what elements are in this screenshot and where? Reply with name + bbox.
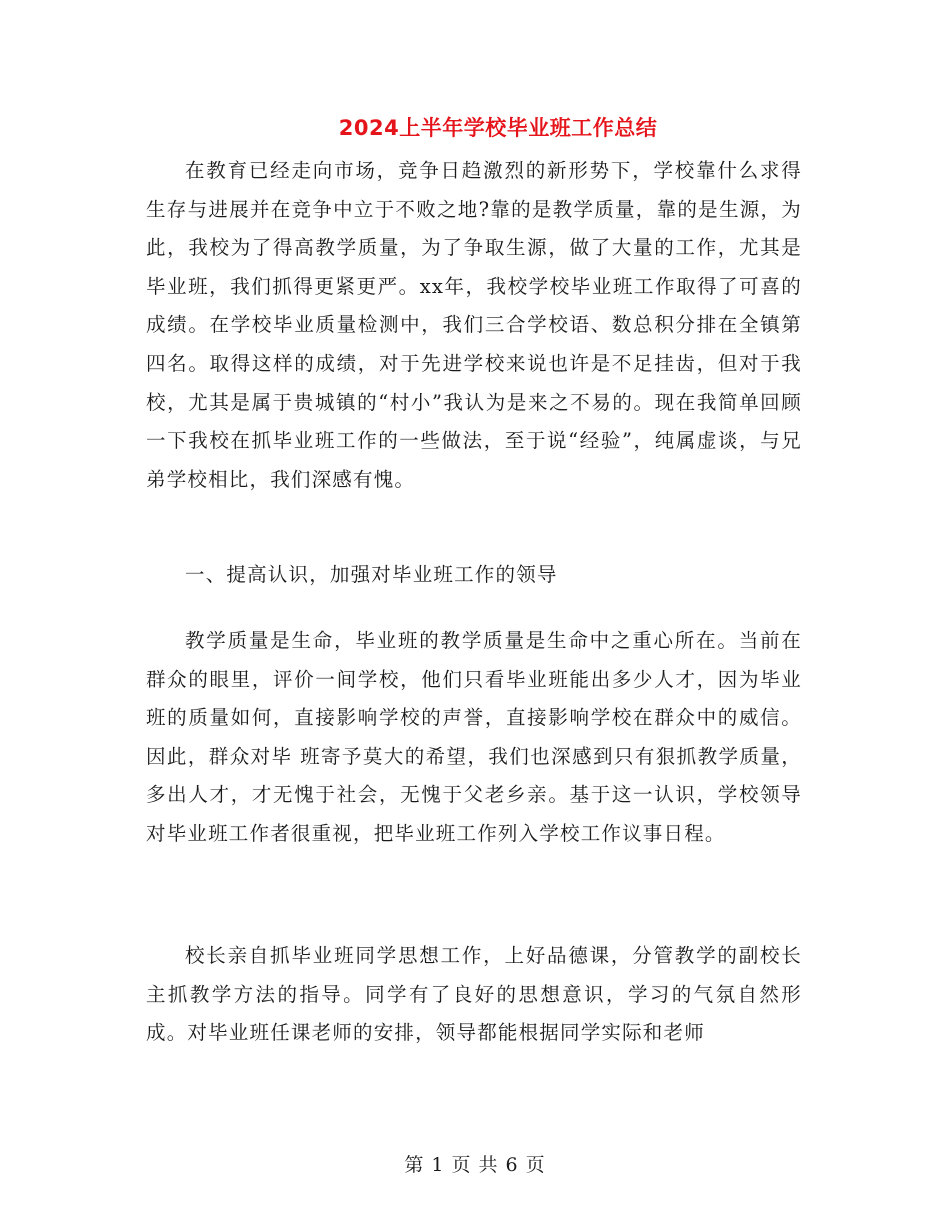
paragraph-intro: 在教育已经走向市场，竞争日趋激烈的新形势下，学校靠什么求得生存与进展并在竞争中立于不败之地?靠的是教学质量，靠的是生源，为此，我校为了得高教学质量，为了争取生源，做了大量的工作，尤其是毕业班，我们抓得更紧更严。xx年，我校学校毕业班工作取得了可喜的成绩。在学校毕业质量检测中，我们三合学校语、数总积分排在全镇第四名。取得这样的成绩，对于先进学校来说也许是不足挂齿，但对于我校，尤其是属于贵城镇的“村小”我认为是来之不易的。现在我简单回顾一下我校在抓毕业班工作的一些做法，至于说“经验”，纯属虚谈，与兄弟学校相比，我们深感有愧。 [146, 159, 802, 491]
page-number-footer: 第 1 页 共 6 页 [404, 1154, 546, 1176]
document-title: 2024上半年学校毕业班工作总结 [338, 116, 658, 140]
section-heading-1: 一、提高认识，加强对毕业班工作的领导 [185, 563, 558, 586]
paragraph-principal: 校长亲自抓毕业班同学思想工作，上好品德课，分管教学的副校长主抓教学方法的指导。同学有了良好的思想意识，学习的气氛自然形成。对毕业班任课老师的安排，领导都能根据同学实际和老师 [146, 944, 802, 1045]
paragraph-quality: 教学质量是生命，毕业班的教学质量是生命中之重心所在。当前在群众的眼里，评价一间学校，他们只看毕业班能出多少人才，因为毕业班的质量如何，直接影响学校的声誉，直接影响学校在群众中的威信。因此，群众对毕 班寄予莫大的希望，我们也深感到只有狠抓教学质量，多出人才，才无愧于社会，无愧于父老乡亲。基于这一认识，学校领导对毕业班工作者很重视，把毕业班工作列入学校工作议事日程。 [146, 629, 802, 845]
